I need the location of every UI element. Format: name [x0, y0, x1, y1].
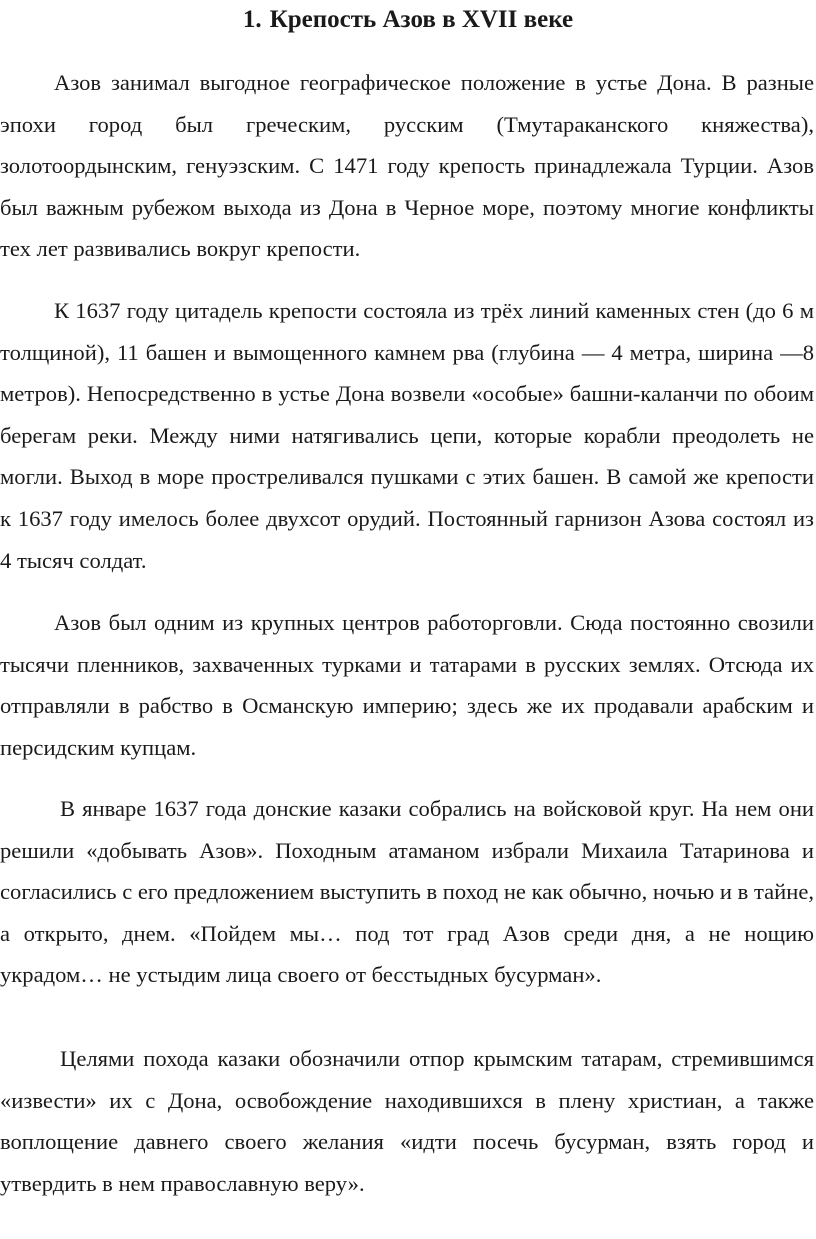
paragraph-cossack-council: В январе 1637 года донские казаки собрались на войсковой круг. На нем они решили «добывать Азов». Походным атаманом избрали Михаила Татаринова и согласились с его предложением выступить в поход не как обычно, ночью и в тайне, а открыто, днем. «Пойдем мы… под тот град Азов среди дня, а не нощию украдом… не устыдим лица своего от бесстыдных бусурман».: [0, 796, 814, 988]
section-heading: [0, 2, 816, 38]
heading-title: Крепость Азов в XVII веке: [269, 6, 574, 33]
heading-number: 1.: [242, 6, 262, 33]
paragraph-geography: Азов занимал выгодное географическое положение в устье Дона. В разные эпохи город был греческим, русским (Тмутараканского княжества), золотоордынским, генуэзским. С 1471 году крепость принадлежала Турции. Азов был важным рубежом выхода из Дона в Черное море, поэтому многие конфликты тех лет развивались вокруг крепости.: [0, 70, 814, 262]
paragraph-campaign-goals: Целями похода казаки обозначили отпор крымским татарам, стремившимся «извести» их с Дона, освобождение находившихся в плену христиан, а также воплощение давнего своего желания «идти посечь бусурман, взять город и утвердить в нем православную веру».: [0, 1046, 814, 1196]
paragraph-slave-trade: Азов был одним из крупных центров работорговли. Сюда постоянно свозили тысячи пленников, захваченных турками и татарами в русских землях. Отсюда их отправляли в рабство в Османскую империю; здесь же их продавали арабским и персидским купцам.: [0, 610, 814, 760]
paragraph-fortifications: К 1637 году цитадель крепости состояла из трёх линий каменных стен (до 6 м толщиной), 11 башен и вымощенного камнем рва (глубина — 4 метра, ширина —8 метров). Непосредственно в устье Дона возвели «особые» башни-каланчи по обоим берегам реки. Между ними натягивались цепи, которые корабли преодолеть не могли. Выход в море простреливался пушками с этих башен. В самой же крепости к 1637 году имелось более двухсот орудий. Постоянный гарнизон Азова состоял из 4 тысяч солдат.: [0, 298, 814, 573]
